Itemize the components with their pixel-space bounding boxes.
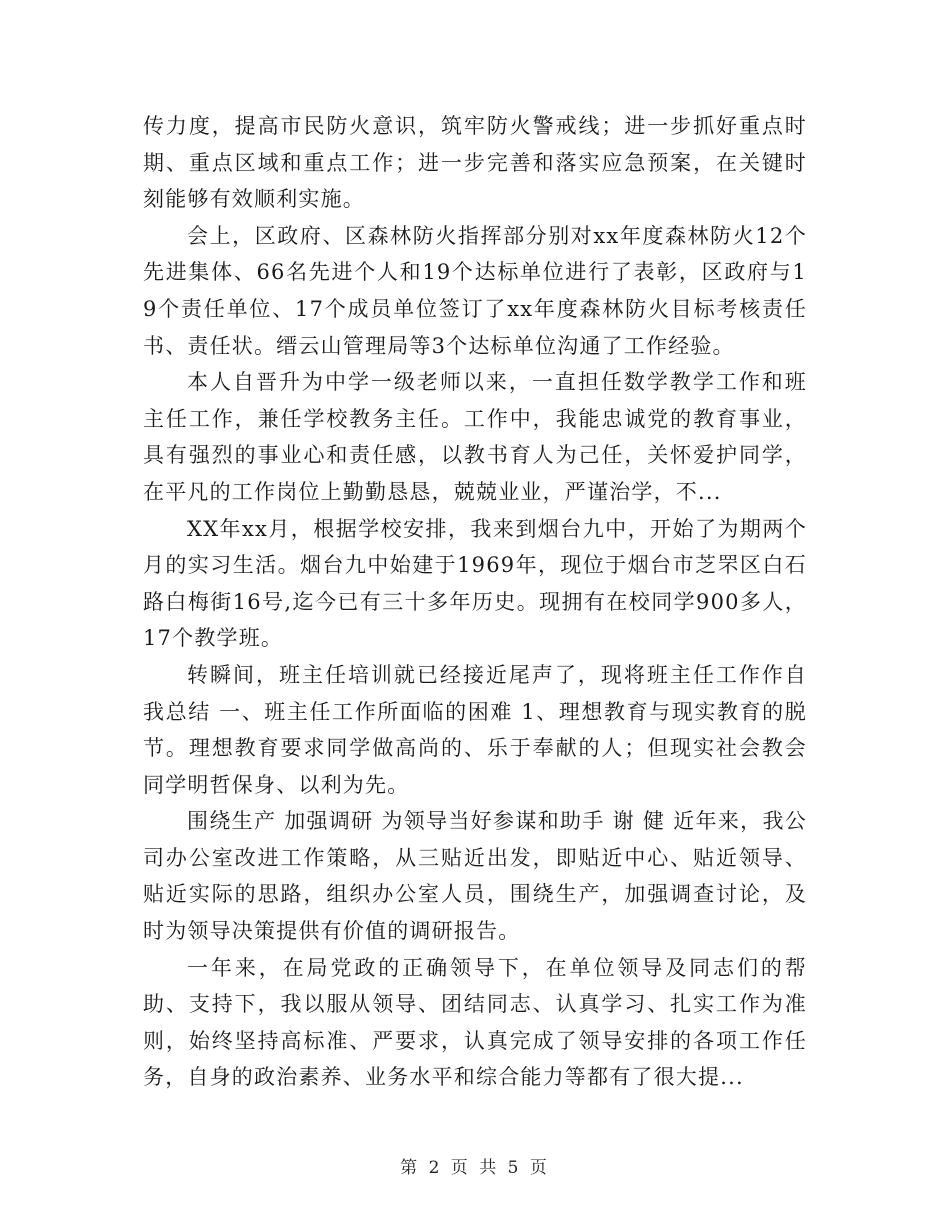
paragraph-forest-fire-meeting: 会上，区政府、区森林防火指挥部分别对xx年度森林防火12个先进集体、66名先进个人和19个达标单位进行了表彰，区政府与19个责任单位、17个成员单位签订了xx年度森林防火目标考核责任书、责任状。缙云山管理局等3个达标单位沟通了工作经验。 <box>143 223 807 358</box>
paragraph-internship: XX年xx月，根据学校安排，我来到烟台九中，开始了为期两个月的实习生活。烟台九中始建于1969年，现位于烟台市芝罘区白石路白梅街16号,迄今已有三十多年历史。现拥有在校同学900多人， 17个教学班。 <box>143 516 807 651</box>
page-number-footer: 第 2 页 共 5 页 <box>400 1158 550 1178</box>
paragraph-class-teacher-training: 转瞬间，班主任培训就已经接近尾声了，现将班主任工作作自我总结 一、班主任工作所面临的困难 1、理想教育与现实教育的脱节。理想教育要求同学做高尚的、乐于奉献的人；但现实社会教会同学明哲保身、以利为先。 <box>143 662 807 797</box>
document-body <box>143 108 807 1096</box>
paragraph-annual-summary: 一年来，在局党政的正确领导下，在单位领导及同志们的帮助、支持下，我以服从领导、团结同志、认真学习、扎实工作为准则，始终坚持高标准、严要求，认真完成了领导安排的各项工作任务，自身的政治素养、业务水平和综合能力等都有了很大提... <box>143 955 807 1090</box>
paragraph-continuation: 传力度，提高市民防火意识，筑牢防火警戒线；进一步抓好重点时期、重点区域和重点工作；进一步完善和落实应急预案，在关键时刻能够有效顺利实施。 <box>143 114 807 212</box>
paragraph-teacher-summary: 本人自晋升为中学一级老师以来，一直担任数学教学工作和班主任工作，兼任学校教务主任。工作中，我能忠诚党的教育事业，具有强烈的事业心和责任感，以教书育人为己任，关怀爱护同学，在平凡的工作岗位上勤勤恳恳，兢兢业业，严谨治学，不... <box>143 370 807 504</box>
paragraph-office-research: 围绕生产 加强调研 为领导当好参谋和助手 谢 健 近年来，我公司办公室改进工作策略，从三贴近出发，即贴近中心、贴近领导、贴近实际的思路，组织办公室人员，围绕生产，加强调查讨论，及时为领导决策提供有价值的调研报告。 <box>143 809 807 944</box>
